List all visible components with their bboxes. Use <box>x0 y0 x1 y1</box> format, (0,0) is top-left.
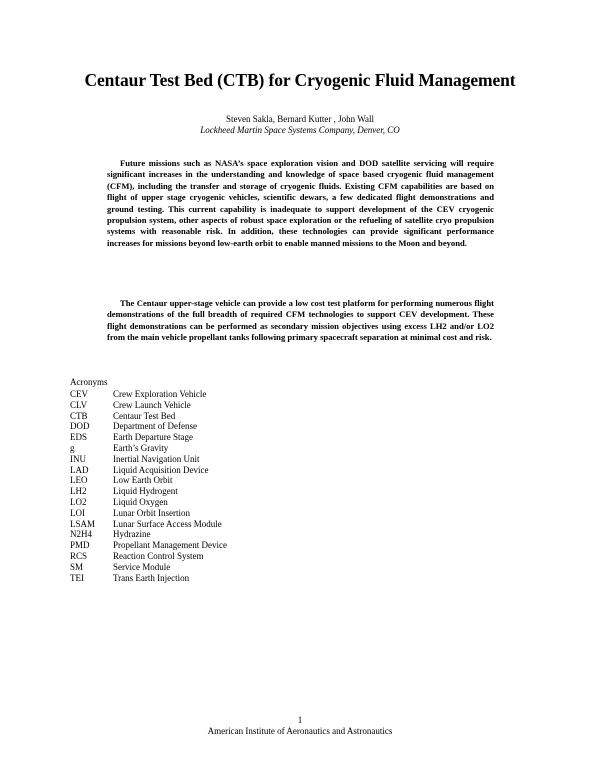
acronym-abbreviation: DOD <box>70 421 90 432</box>
acronym-abbreviation: g <box>70 442 75 453</box>
acronym-row <box>70 421 227 432</box>
acronym-row <box>70 432 227 443</box>
abstract-paragraph-1: Future missions such as NASA’s space exploration vision and DOD satellite servicing will require significant increases in the understanding and knowledge of space based cryogenic fluid management (CFM), including the transfer and storage of cryogenic fluids. Existing CFM capabilities are based on flight of upper stage cryogenic vehicles, scientific dewars, a few dedicated flight demonstrations and ground testing. This current capability is inadequate to support development of the CEV cryogenic propulsion system, other aspects of robust space exploration or the refueling of satellite cryo propulsion systems with reasonable risk. In addition, these technologies can provide significant performance increases for missions beyond low-earth orbit to enable manned missions to the Moon and beyond. <box>107 158 494 248</box>
acronym-abbreviation: SM <box>70 561 84 572</box>
acronym-meaning: Earth Departure Stage <box>113 432 193 443</box>
acronym-meaning: Liquid Oxygen <box>113 496 168 507</box>
acronym-abbreviation: LEO <box>70 475 88 486</box>
acronym-row <box>70 508 227 519</box>
acronym-meaning: Hydrazine <box>113 529 151 540</box>
acronym-abbreviation: TEI <box>70 572 84 583</box>
acronym-abbreviation: INU <box>70 453 86 464</box>
acronym-row <box>70 486 227 497</box>
acronym-abbreviation: PMD <box>70 540 90 551</box>
acronym-meaning: Department of Defense <box>113 421 197 432</box>
acronym-meaning: Centaur Test Bed <box>113 410 176 421</box>
acronym-row <box>70 519 227 530</box>
acronym-abbreviation: LOI <box>70 507 85 518</box>
acronym-row <box>70 475 227 486</box>
acronym-meaning: Earth’s Gravity <box>113 442 169 453</box>
page-number: 1 <box>297 715 303 725</box>
acronym-abbreviation: EDS <box>70 432 88 443</box>
acronym-abbreviation: CTB <box>70 410 88 421</box>
acronym-row <box>70 497 227 508</box>
acronym-meaning: Service Module <box>113 561 171 572</box>
author-list: Steven Sakla, Bernard Kutter , John Wall <box>225 114 375 124</box>
acronym-abbreviation: N2H4 <box>70 529 92 540</box>
acronym-meaning: Liquid Hydrogent <box>113 486 178 497</box>
acronym-meaning: Reaction Control System <box>113 550 204 561</box>
acronym-list <box>70 389 227 583</box>
acronym-row <box>70 411 227 422</box>
paper-title: Centaur Test Bed (CTB) for Cryogenic Fluid Management <box>84 70 516 90</box>
acronym-row <box>70 551 227 562</box>
acronym-row <box>70 562 227 573</box>
acronym-row <box>70 529 227 540</box>
acronym-meaning: Propellant Management Device <box>113 540 227 551</box>
abstract-paragraph-2: The Centaur upper-stage vehicle can provide a low cost test platform for performing numerous flight demonstrations of the full breadth of required CFM technologies to support CEV development. These flight demonstrations can be performed as secondary mission objectives using excess LH2 and/or LO2 from the main vehicle propellant tanks following primary spacecraft separation at minimal cost and risk. <box>107 298 494 343</box>
acronym-abbreviation: RCS <box>70 550 88 561</box>
acronym-abbreviation: LAD <box>70 464 89 475</box>
acronym-row <box>70 465 227 476</box>
acronym-meaning: Trans Earth Injection <box>113 572 190 583</box>
acronym-abbreviation: LO2 <box>70 496 87 507</box>
footer-organization: American Institute of Aeronautics and Astronautics <box>207 726 393 736</box>
acronym-meaning: Inertial Navigation Unit <box>113 453 200 464</box>
acronym-meaning: Lunar Surface Access Module <box>113 518 222 529</box>
acronym-row <box>70 573 227 584</box>
acronym-meaning: Crew Launch Vehicle <box>113 399 191 410</box>
acronym-row <box>70 400 227 411</box>
acronym-abbreviation: CLV <box>70 399 88 410</box>
acronym-meaning: Crew Exploration Vehicle <box>113 389 207 399</box>
author-affiliation: Lockheed Martin Space Systems Company, Denver, CO <box>200 125 400 135</box>
acronym-meaning: Low Earth Orbit <box>113 475 173 486</box>
acronym-row <box>70 454 227 465</box>
acronym-meaning: Lunar Orbit Insertion <box>113 507 190 518</box>
acronym-meaning: Liquid Acquisition Device <box>113 464 209 475</box>
acronyms-heading: Acronyms <box>70 377 108 387</box>
acronym-row <box>70 443 227 454</box>
acronym-row <box>70 389 227 400</box>
acronym-abbreviation: LH2 <box>70 486 87 497</box>
acronym-abbreviation: LSAM <box>70 518 96 529</box>
acronym-abbreviation: CEV <box>70 389 88 399</box>
acronym-row <box>70 540 227 551</box>
